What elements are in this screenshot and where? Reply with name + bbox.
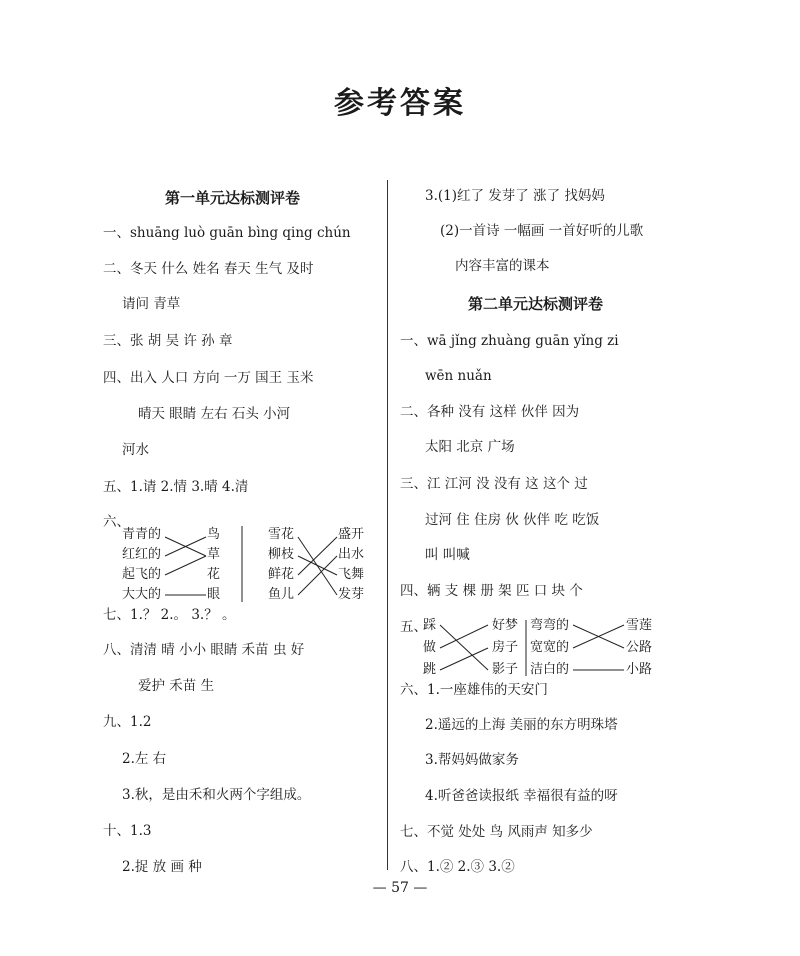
unit1-q9-3: 3.秋，是由禾和火两个字组成。 [122,787,311,803]
unit1-q3: 三、张 胡 吴 许 孙 章 [103,333,233,349]
unit2-q4: 四、辆 支 棵 册 架 匹 口 块 个 [400,583,583,599]
unit1-q5: 五、1.请 2.情 3.晴 4.清 [103,479,249,495]
unit2-q2-cont: 太阳 北京 广场 [425,439,515,455]
unit2-q1-cont: wēn nuǎn [425,368,492,384]
unit1-q2: 二、冬天 什么 姓名 春天 生气 及时 [103,261,314,277]
match6b-left-4: 鱼儿 [268,587,295,602]
unit2-q3-cont: 过河 住 住房 伙 伙伴 吃 吃饭 [425,512,600,528]
match6-right-3: 花 [207,567,221,582]
match5b-right-3: 小路 [626,662,653,677]
unit1-q8: 八、清清 晴 小小 眼睛 禾苗 虫 好 [103,642,305,658]
unit2-q8: 八、1.② 2.③ 3.② [400,859,515,875]
unit2-q3: 三、江 江河 没 没有 这 这个 过 [400,476,588,492]
match6-right-4: 眼 [207,587,221,602]
match6-left-4: 大大的 [122,587,162,602]
unit1-q10-2: 2.捉 放 画 种 [122,859,202,875]
page-title: 参考答案 [334,86,466,121]
page-number: — 57 — [372,880,428,896]
unit1-q8-cont: 爱护 禾苗 生 [138,678,215,694]
match6b-link-3 [298,537,337,575]
match5-mid-3: 影子 [492,662,519,677]
unit1-q4: 四、出入 人口 方向 一万 国王 玉米 [103,370,314,386]
unit2-q1: 一、wā jǐng zhuàng guān yǐng zi [400,333,619,349]
match6b-left-3: 鲜花 [268,567,295,582]
match6b-right-4: 发芽 [338,587,365,602]
match6b-right-3: 飞舞 [338,567,365,582]
unit2-heading: 第二单元达标测评卷 [468,295,604,313]
unit2-q5-label: 五、 [400,619,427,635]
unit1-q7: 七、1.？ 2.。 3.？ 。 [103,607,236,623]
match5b-right-1: 雪莲 [626,618,653,633]
match5-left-2: 做 [423,640,437,655]
unit1-q1: 一、shuāng luò guān bìng qing chún [103,225,351,241]
match5b-left-2: 宽宽的 [530,640,570,655]
unit1-heading: 第一单元达标测评卷 [165,189,301,207]
unit2-q6-2: 2.遥远的上海 美丽的东方明珠塔 [425,717,618,733]
match5-mid-2: 房子 [492,640,519,655]
match6-left-2: 红红的 [122,547,162,562]
unit2-q6-3: 3.帮妈妈做家务 [425,752,519,768]
unit1-q10: 十、1.3 [103,823,152,839]
match6-link-3 [165,556,206,575]
unit1-q9: 九、1.2 [103,714,152,730]
col2-top-1: 3.(1)红了 发芽了 涨了 找妈妈 [425,188,605,204]
unit2-q3-cont2: 叫 叫喊 [425,547,470,563]
col2-top-2: (2)一首诗 一幅画 一首好听的儿歌 [440,223,644,239]
match5-mid-1: 好梦 [492,618,519,633]
unit2-q7: 七、不觉 处处 鸟 风雨声 知多少 [400,824,593,840]
match5b-left-1: 弯弯的 [530,618,570,633]
unit2-q2: 二、各种 没有 这样 伙伴 因为 [400,404,580,420]
unit1-q2-cont: 请问 青草 [122,296,181,312]
unit1-q4-cont: 晴天 眼睛 左右 石头 小河 [138,406,291,422]
match6-left-1: 青青的 [122,527,162,542]
match5b-right-2: 公路 [626,640,653,655]
unit2-q6-4: 4.听爸爸读报纸 幸福很有益的呀 [425,788,618,804]
unit1-q4-cont2: 河水 [122,442,149,458]
match6-right-1: 鸟 [207,527,221,542]
unit2-q6: 六、1.一座雄伟的天安门 [400,682,548,698]
match5-link-1 [440,625,488,670]
match6b-left-1: 雪花 [268,527,295,542]
match6b-link-4 [298,556,337,595]
unit1-q6-label: 六、 [103,514,130,530]
match6b-right-2: 出水 [338,547,365,562]
match6-right-2: 草 [207,547,221,562]
match5-left-1: 踩 [423,618,437,633]
unit1-q9-2: 2.左 右 [122,751,167,767]
match6-left-3: 起飞的 [122,567,162,582]
match6b-link-2 [298,556,337,575]
match5-link-2 [440,625,488,648]
match6b-left-2: 柳枝 [268,547,295,562]
match6b-right-1: 盛开 [338,527,365,542]
match5-left-3: 跳 [423,662,437,677]
match5b-left-3: 洁白的 [530,662,570,677]
match5-link-3 [440,648,488,670]
col2-top-3: 内容丰富的课本 [455,258,550,274]
